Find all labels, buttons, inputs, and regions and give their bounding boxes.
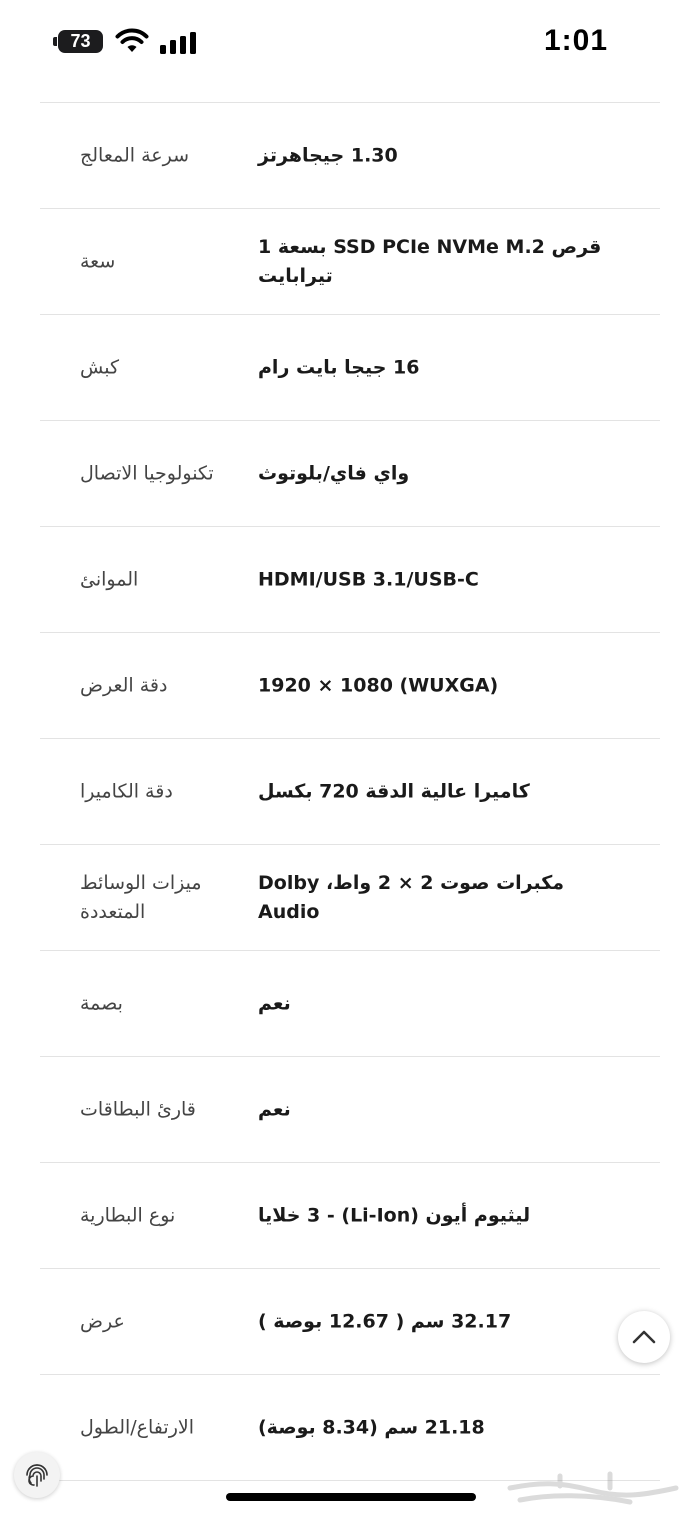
spec-row-card-reader (40, 1057, 660, 1163)
spec-value: HDMI/USB 3.1/USB-C (258, 568, 479, 590)
spec-label: عرض (80, 1310, 125, 1332)
battery-indicator: 73 (58, 30, 103, 53)
home-indicator[interactable] (226, 1493, 476, 1501)
spec-label: الارتفاع/الطول (80, 1416, 194, 1438)
status-time: 1:01 (543, 24, 608, 57)
spec-value: 1920 × 1080 (WUXGA) (258, 674, 499, 696)
spec-value: ليثيوم أيون (Li-Ion) - 3 خلايا (258, 1204, 531, 1226)
spec-value: كاميرا عالية الدقة 720 بكسل (258, 780, 530, 802)
spec-value: نعم (258, 1098, 291, 1120)
spec-label: سعة (80, 250, 116, 272)
spec-label: الموانئ (80, 568, 139, 590)
spec-row-width (40, 1269, 660, 1375)
spec-label: ميزات الوسائط المتعددة (80, 871, 202, 923)
spec-row-fingerprint (40, 951, 660, 1057)
haraj-logo-watermark (500, 1460, 686, 1510)
fingerprint-button[interactable] (14, 1452, 60, 1498)
spec-row-display-resolution (40, 633, 660, 739)
spec-row-camera-resolution (40, 739, 660, 845)
spec-label: قارئ البطاقات (80, 1098, 196, 1120)
spec-row-storage (40, 209, 660, 315)
wifi-icon (115, 28, 149, 54)
battery-tip (53, 37, 57, 46)
spec-value: نعم (258, 992, 291, 1014)
spec-value: قرص SSD PCIe NVMe M.2 بسعة 1 تيرابايت (258, 235, 602, 287)
spec-label: سرعة المعالج (80, 144, 190, 166)
spec-row-processor-speed (40, 103, 660, 209)
signal-icon (160, 32, 198, 54)
spec-value: 16 جيجا بايت رام (258, 356, 420, 378)
spec-row-multimedia (40, 845, 660, 951)
status-bar (0, 0, 700, 88)
spec-row-ram (40, 315, 660, 421)
spec-value: واي فاي/بلوتوث (258, 462, 410, 484)
spec-value: 21.18 سم (8.34 بوصة) (258, 1416, 485, 1438)
spec-row-connectivity (40, 421, 660, 527)
scroll-to-top-button[interactable] (618, 1311, 670, 1363)
spec-value: 32.17 سم ( 12.67 بوصة ) (258, 1310, 512, 1332)
spec-label: تكنولوجيا الاتصال (80, 462, 214, 484)
chevron-up-icon (632, 1327, 656, 1347)
spec-table (40, 102, 660, 1481)
spec-label: دقة العرض (80, 674, 168, 696)
spec-row-battery-type (40, 1163, 660, 1269)
spec-label: نوع البطارية (80, 1204, 176, 1226)
spec-row-ports (40, 527, 660, 633)
spec-label: دقة الكاميرا (80, 780, 173, 802)
spec-value: مكبرات صوت 2 × 2 واط، Dolby Audio (258, 871, 565, 923)
spec-value: 1.30 جيجاهرتز (258, 144, 398, 166)
fingerprint-icon (23, 1461, 51, 1489)
spec-label: بصمة (80, 992, 123, 1014)
spec-label: كبش (80, 356, 120, 378)
